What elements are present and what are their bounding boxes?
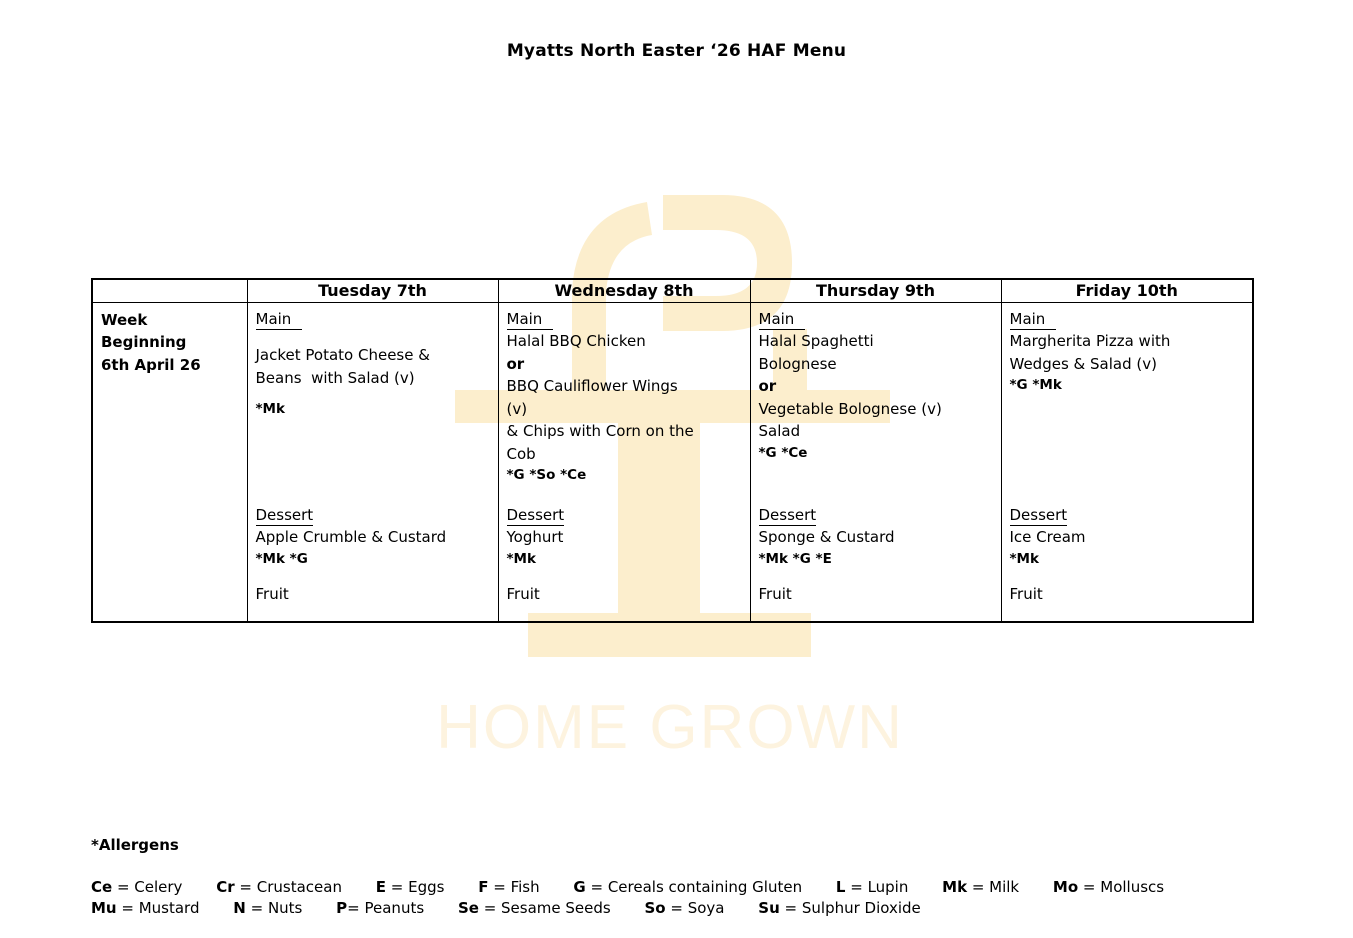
allergen-legend-item: Cr = Crustacean xyxy=(216,878,342,896)
dessert-section xyxy=(256,504,490,606)
allergen-legend-item: Se = Sesame Seeds xyxy=(457,899,611,917)
allergen-legend-item: L = Lupin xyxy=(835,878,909,896)
allergen-legend-item: P= Peanuts xyxy=(336,899,425,917)
day-header-row xyxy=(92,279,1253,302)
day-header-thursday: Thursday 9th xyxy=(750,279,1001,302)
menu-item-line: Margherita Pizza with xyxy=(1009,332,1171,350)
dessert-item: Apple Crumble & Custard xyxy=(255,528,447,546)
dessert-item: Sponge & Custard xyxy=(758,528,895,546)
week-line: Week xyxy=(101,310,148,329)
menu-cell-thursday xyxy=(750,302,1001,622)
main-allergen-codes: *G *Mk xyxy=(1009,377,1062,393)
menu-item-line: Wedges & Salad (v) xyxy=(1009,354,1157,373)
allergens-legend-line-2 xyxy=(91,898,1271,919)
fruit-item: Fruit xyxy=(1009,584,1043,603)
day-header-wednesday: Wednesday 8th xyxy=(498,279,750,302)
spacer xyxy=(256,330,490,344)
page-title: Myatts North Easter ‘26 HAF Menu xyxy=(506,41,847,61)
allergen-legend-item: Mo = Molluscs xyxy=(1052,878,1165,896)
dessert-allergen-codes: *Mk *G *E xyxy=(758,550,832,567)
allergens-title: *Allergens xyxy=(91,836,179,854)
menu-table xyxy=(91,278,1254,623)
fruit-item: Fruit xyxy=(758,584,792,603)
or-label: or xyxy=(506,354,525,373)
menu-item-line: BBQ Cauliflower Wings xyxy=(506,377,678,395)
allergen-legend-item: E = Eggs xyxy=(375,878,445,896)
allergens-section xyxy=(91,836,1271,919)
dessert-section xyxy=(1010,504,1245,606)
dessert-section-label: Dessert xyxy=(1009,505,1068,524)
fruit-item: Fruit xyxy=(506,584,540,603)
day-header-friday: Friday 10th xyxy=(1001,279,1253,302)
or-label: or xyxy=(758,377,777,395)
menu-item-line: Cob xyxy=(506,444,536,463)
allergen-legend-item: G = Cereals containing Gluten xyxy=(573,878,803,896)
menu-item-line: Bolognese xyxy=(758,354,837,373)
menu-item-line: Beans with Salad (v) xyxy=(255,368,415,387)
menu-cell-friday xyxy=(1001,302,1253,622)
allergens-legend-line-1 xyxy=(91,877,1271,898)
main-allergen-codes: *Mk xyxy=(255,401,285,417)
allergen-legend-item: N = Nuts xyxy=(233,899,303,917)
week-beginning-cell xyxy=(92,302,247,622)
week-line: Beginning xyxy=(101,333,187,351)
dessert-item: Yoghurt xyxy=(506,528,564,546)
corner-cell xyxy=(92,279,247,302)
main-section-label: Main xyxy=(759,308,993,331)
dessert-section xyxy=(507,504,742,606)
menu-item-line: Salad xyxy=(758,422,801,440)
week-line: 6th April 26 xyxy=(101,355,201,374)
menu-row xyxy=(92,302,1253,622)
main-section-label: Main xyxy=(507,308,742,331)
allergen-legend-item: Ce = Celery xyxy=(91,878,183,896)
day-header-tuesday: Tuesday 7th xyxy=(247,279,498,302)
menu-item-line: & Chips with Corn on the xyxy=(506,422,694,440)
fruit-item: Fruit xyxy=(255,584,289,603)
menu-item-line: Halal BBQ Chicken xyxy=(506,332,646,350)
menu-cell-wednesday xyxy=(498,302,750,622)
allergen-legend-item: Mu = Mustard xyxy=(91,899,200,917)
allergen-legend-item: Su = Sulphur Dioxide xyxy=(758,899,921,917)
dessert-section-label: Dessert xyxy=(758,505,817,524)
home-grown-text: HOME GROWN xyxy=(440,693,900,760)
dessert-allergen-codes: *Mk xyxy=(1009,550,1039,567)
main-section-label: Main xyxy=(1010,308,1245,331)
dessert-allergen-codes: *Mk xyxy=(506,550,536,567)
menu-item-line: Vegetable Bolognese (v) xyxy=(758,399,942,418)
dessert-section-label: Dessert xyxy=(506,505,565,524)
menu-cell-tuesday xyxy=(247,302,498,622)
dessert-section xyxy=(759,504,993,606)
main-allergen-codes: *G *Ce xyxy=(758,444,808,461)
allergen-legend-item: Mk = Milk xyxy=(942,878,1020,896)
menu-item-line: Jacket Potato Cheese & xyxy=(255,346,430,364)
allergen-legend-item: So = Soya xyxy=(644,899,725,917)
allergen-legend-item: F = Fish xyxy=(478,878,540,896)
main-section-label: Main xyxy=(256,308,490,331)
dessert-allergen-codes: *Mk *G xyxy=(255,550,308,567)
menu-item-line: Halal Spaghetti xyxy=(758,332,874,350)
dessert-item: Ice Cream xyxy=(1009,528,1086,546)
dessert-section-label: Dessert xyxy=(255,505,314,524)
menu-item-line: (v) xyxy=(506,399,528,418)
main-allergen-codes: *G *So *Ce xyxy=(506,467,587,483)
